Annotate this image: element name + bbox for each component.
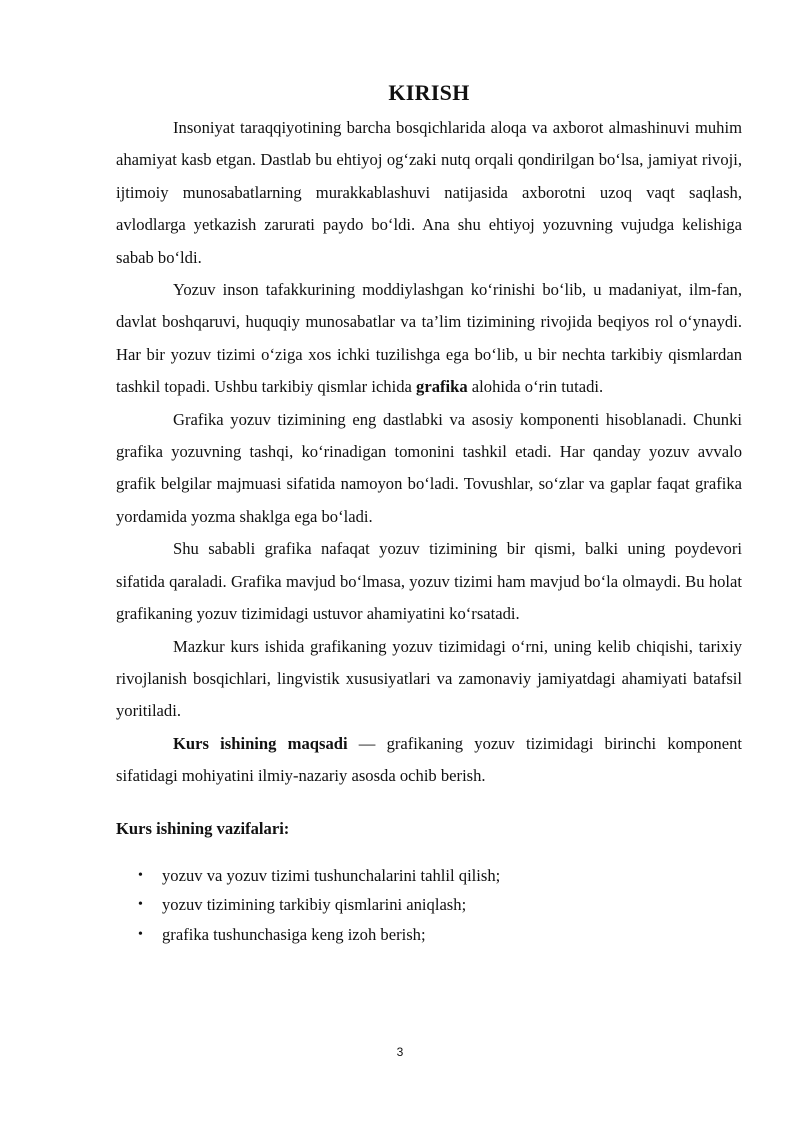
paragraph-1: Insoniyat taraqqiyotining barcha bosqichlarida aloqa va axborot almashinuvi muhim ahamiyat kasb etgan. Dastlab bu ehtiyoj og‘zaki nutq orqali qondirilgan bo‘lsa, jamiyat rivoji, ijtimoiy munosabatlarning murakkablashuvi natijasida axborotni uzoq vaqt saqlash, avlodlarga yetkazish zarurati paydo bo‘ldi. Ana shu ehtiyoj yozuvning vujudga kelishiga sabab bo‘ldi. <box>116 118 742 267</box>
bullet-icon: • <box>138 926 143 942</box>
list-item-text: grafika tushunchasiga keng izoh berish; <box>162 924 426 944</box>
list-item <box>116 861 742 891</box>
paragraph-5: Mazkur kurs ishida grafikaning yozuv tizimidagi o‘rni, uning kelib chiqishi, tarixiy rivojlanish bosqichlari, lingvistik xususiyatlari va zamonaviy jamiyatdagi ahamiyati batafsil yoritiladi. <box>116 636 742 721</box>
page-number: 3 <box>396 1045 404 1059</box>
list-item <box>116 920 742 950</box>
bullet-icon: • <box>138 897 143 913</box>
page-title: KIRISH <box>388 80 470 105</box>
document-page <box>116 78 742 949</box>
list-item-text: yozuv tizimining tarkibiy qismlarini aniqlash; <box>162 895 467 915</box>
goal-label: Kurs ishining maqsadi <box>173 733 348 753</box>
paragraph-2 <box>116 274 742 404</box>
tasks-heading: Kurs ishining vazifalari: <box>116 818 290 838</box>
tasks-list <box>116 861 742 950</box>
paragraph-3: Grafika yozuv tizimining eng dastlabki va asosiy komponenti hisoblanadi. Chunki grafika yozuvning tashqi, ko‘rinadigan tomonini tashkil etadi. Har qanday yozuv avvalo grafik belgilar majmuasi sifatida namoyon bo‘ladi. Tovushlar, so‘zlar va gaplar faqat grafika yordamida yozma shaklga ega bo‘ladi. <box>116 409 742 526</box>
list-item-text: yozuv va yozuv tizimi tushunchalarini tahlil qilish; <box>162 865 501 885</box>
goal-paragraph <box>116 728 742 793</box>
list-item <box>116 890 742 920</box>
paragraph-2-text-start: Yozuv inson tafakkurining moddiylashgan ko‘rinishi bo‘lib, u madaniyat, ilm-fan, davlat boshqaruvi, huquqiy munosabatlar va ta’lim tizimining rivojida beqiyos rol o‘ynaydi. Har bir yozuv tizimi o‘ziga xos ichki tuzilishga ega bo‘lib, u bir nechta tarkibiy qismlardan tashkil topadi. Ushbu tarkibiy qismlar ichida <box>116 280 742 397</box>
paragraph-4: Shu sababli grafika nafaqat yozuv tizimining bir qismi, balki uning poydevori sifatida qaraladi. Grafika mavjud bo‘lmasa, yozuv tizimi ham mavjud bo‘la olmaydi. Bu holat grafikaning yozuv tizimidagi ustuvor ahamiyatini ko‘rsatadi. <box>116 539 742 624</box>
goal-text: — grafikaning yozuv tizimidagi birinchi komponent sifatidagi mohiyatini ilmiy-nazariy asosda ochib berish. <box>116 733 742 786</box>
paragraph-2-text-end: alohida o‘rin tutadi. <box>467 377 604 397</box>
paragraph-2-bold-term: grafika <box>416 377 468 397</box>
bullet-icon: • <box>138 867 143 883</box>
